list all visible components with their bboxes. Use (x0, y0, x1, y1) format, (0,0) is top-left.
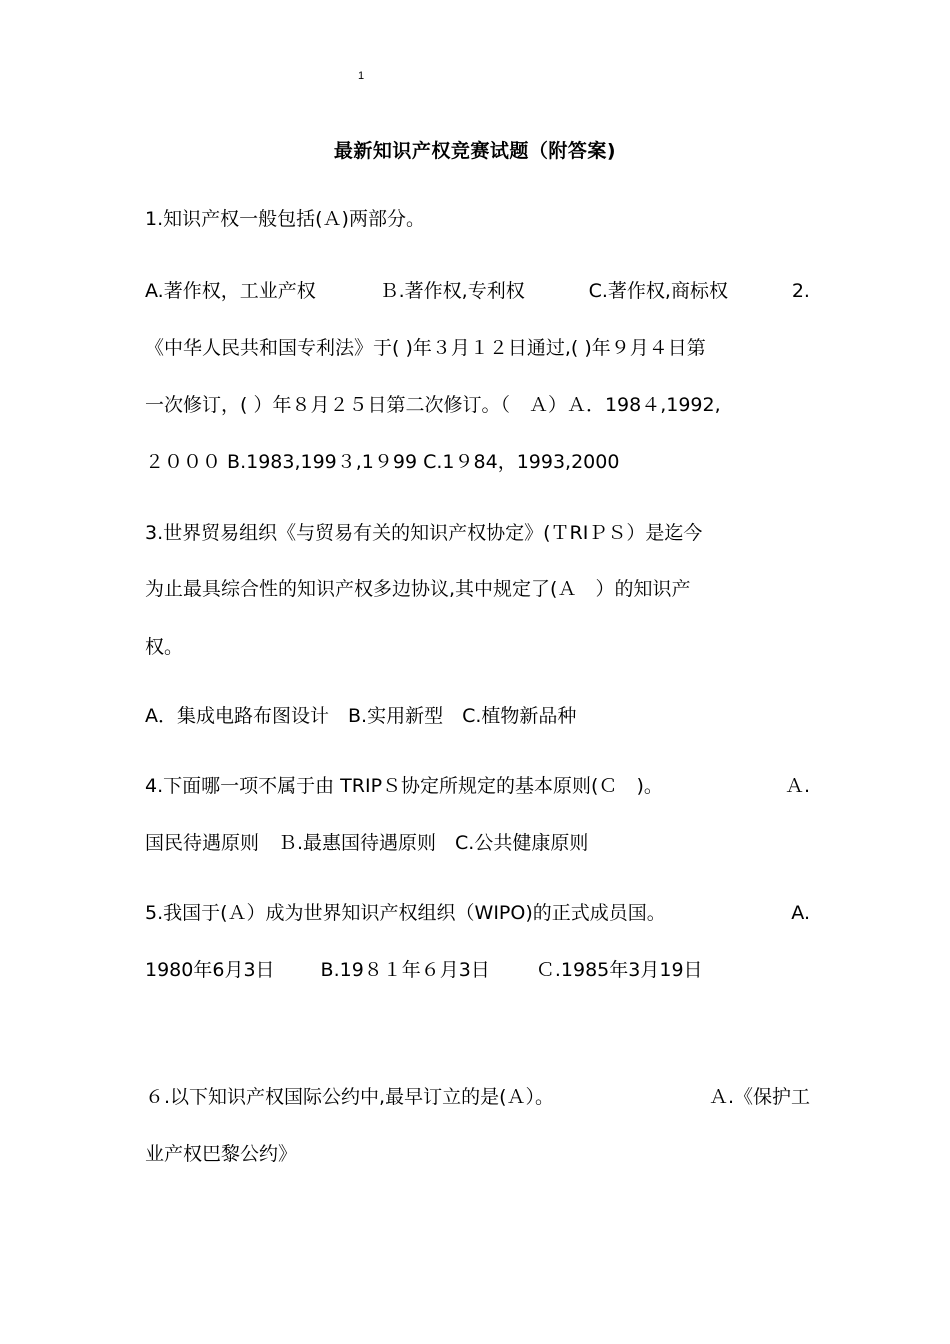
q6-option-a: Ａ.《保护工 (708, 1086, 810, 1108)
question-2-line-1: 《中华人民共和国专利法》于( )年３月１２日通过,( )年９月４日第 (145, 337, 706, 359)
question-5-line-1 (145, 900, 810, 926)
question-1-options (145, 278, 810, 304)
q1-option-b: Ｂ.著作权,专利权 (379, 280, 525, 302)
q5-option-a: 1980年6月3日 (145, 959, 275, 981)
question-2-line-3: ２０００ B.1983,199３,1９99 C.1９84，1993,2000 (145, 451, 620, 473)
q2-number: 2. (791, 280, 810, 302)
page-number: 1 (358, 70, 365, 82)
question-3-line-2: 为止最具综合性的知识产权多边协议,其中规定了(Ａ ）的知识产 (145, 578, 691, 600)
q4-option-a-label: Ａ. (784, 775, 810, 797)
question-3-line-3: 权。 (145, 636, 184, 658)
q1-option-a: A.著作权，工业产权 (145, 280, 316, 302)
q4-question: 4.下面哪一项不属于由 TRIPＳ协定所规定的基本原则(Ｃ )。 (145, 775, 663, 797)
q6-question: ６.以下知识产权国际公约中,最早订立的是(Ａ）。 (145, 1086, 554, 1108)
q5-option-c: Ｃ.1985年3月19日 (535, 959, 703, 981)
question-1: 1.知识产权一般包括(Ａ)两部分。 (145, 208, 425, 230)
q5-option-b: B.19８１年６月3日 (320, 959, 490, 981)
document-title: 最新知识产权竞赛试题（附答案) (333, 140, 617, 162)
question-5-options (145, 957, 810, 983)
question-2-line-2: 一次修订，( ）年８月２５日第二次修订。（ Ａ）Ａ．198４,1992, (145, 394, 721, 416)
question-3-line-1: 3.世界贸易组织《与贸易有关的知识产权协定》(ＴRIＰＳ）是迄今 (145, 522, 703, 544)
q5-option-a-label: A. (791, 902, 810, 924)
question-4-line-1 (145, 773, 810, 799)
question-6-line-2: 业产权巴黎公约》 (145, 1143, 298, 1165)
question-6-line-1 (145, 1084, 810, 1110)
q5-question: 5.我国于(Ａ）成为世界知识产权组织（WIPO)的正式成员国。 (145, 902, 666, 924)
q1-option-c: C.著作权,商标权 (588, 280, 728, 302)
question-3-options: A．集成电路布图设计 B.实用新型 C.植物新品种 (145, 705, 577, 727)
question-4-line-2: 国民待遇原则 Ｂ.最惠国待遇原则 C.公共健康原则 (145, 832, 589, 854)
